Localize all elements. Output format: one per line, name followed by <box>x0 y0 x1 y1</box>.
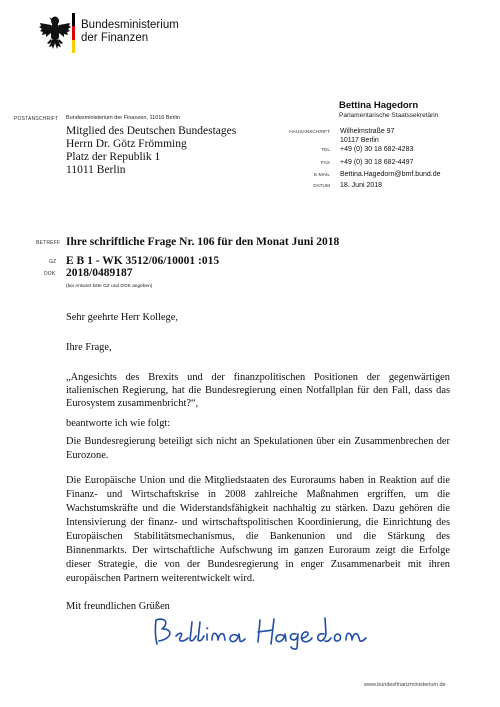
intro-text: Ihre Frage, <box>66 342 112 353</box>
dok-value: 2018/0489187 <box>66 267 133 279</box>
answer-intro: beantworte ich wie folgt: <box>66 418 171 429</box>
email-value: Bettina.Hagedorn@bmf.bund.de <box>340 171 441 178</box>
recipient-line1: Mitglied des Deutschen Bundestages <box>66 125 237 137</box>
sender-name: Bettina Hagedorn <box>339 100 419 111</box>
betreff-text: Ihre schriftliche Frage Nr. 106 für den Monat Juni 2018 <box>66 236 340 248</box>
recipient-line4: 11011 Berlin <box>66 164 126 176</box>
ministry-name-line1: Bundesministerium <box>81 19 179 31</box>
tel-value: +49 (0) 30 18 682-4283 <box>340 146 414 153</box>
hausanschrift-city: 10117 Berlin <box>340 137 379 144</box>
reference-note: (bei Antwort bitte GZ und DOK angeben) <box>66 284 153 289</box>
gz-value: E B 1 - WK 3512/06/10001 :015 <box>66 255 220 267</box>
postanschrift-label: POSTANSCHRIFT <box>14 116 59 122</box>
datum-value: 18. Juni 2018 <box>340 182 383 189</box>
paragraph-1: Die Bundesregierung beteiligt sich nicht an Spekulationen über ein Zusammenbrechen der Eurozone. <box>66 436 450 461</box>
sender-role: Parlamentarische Staatssekretärin <box>339 112 439 119</box>
salutation: Sehr geehrte Herr Kollege, <box>66 312 178 323</box>
question-quote: „Angesichts des Brexits und der finanzpolitischen Positionen der gegenwärtigen italienischen Regierung, hat die Bundesregierung einen Notfallplan für den Fall, dass das Eurosystem zusammenbricht?“, <box>66 372 450 409</box>
flag-stripe-red <box>72 26 75 39</box>
flag-stripe-black <box>72 13 75 26</box>
hausanschrift-street: Wilhelmstraße 97 <box>340 128 395 135</box>
postanschrift-text: Bundesministerium der Finanzen, 11016 Berlin <box>66 115 180 121</box>
betreff-label: BETREFF <box>36 240 61 246</box>
national-flag-stripe <box>72 13 75 53</box>
fax-value: +49 (0) 30 18 682-4497 <box>340 159 414 166</box>
recipient-line2: Herrn Dr. Götz Frömming <box>66 138 187 150</box>
recipient-line3: Platz der Republik 1 <box>66 151 161 163</box>
footer-url: www.bundesfinanzministerium.de <box>364 682 446 688</box>
ministry-name-line2: der Finanzen <box>81 32 149 44</box>
paragraph-2: Die Europäische Union und die Mitgliedstaaten des Euroraums haben in Reaktion auf die Finanz- und Wirtschaftskrise in 2008 zahlreiche Maßnahmen ergriffen, um die Wachstumskräfte und die Widerstandsfähigkeit nachhaltig zu stärken. Dazu gehören die Intensivierung der finanz- und wirtschaftspolitischen Koordinierung, die Einrichtung des Europäischen Stabilitätsmechanismus, die Bankenunion und die Stärkung des Binnenmarkts. Der wirtschaftliche Aufschwung im ganzen Euroraum zeigt die Erfolge dieser Strategie, die von der Bundesregierung in enger Zusammenarbeit mit ihren europäischen Partnern weiterentwickelt wird. <box>66 475 450 584</box>
tel-label: TEL <box>321 148 330 153</box>
closing: Mit freundlichen Grüßen <box>66 601 170 612</box>
federal-eagle-icon <box>39 13 71 55</box>
handwritten-signature <box>150 614 370 650</box>
datum-label: DATUM <box>313 184 330 189</box>
hausanschrift-label: HAUSANSCHRIFT <box>289 130 330 135</box>
gz-label: GZ <box>49 259 57 265</box>
flag-stripe-gold <box>72 40 75 53</box>
dok-label: DOK <box>44 271 56 277</box>
fax-label: FAX <box>320 161 330 166</box>
email-label: E-MAIL <box>314 173 330 178</box>
